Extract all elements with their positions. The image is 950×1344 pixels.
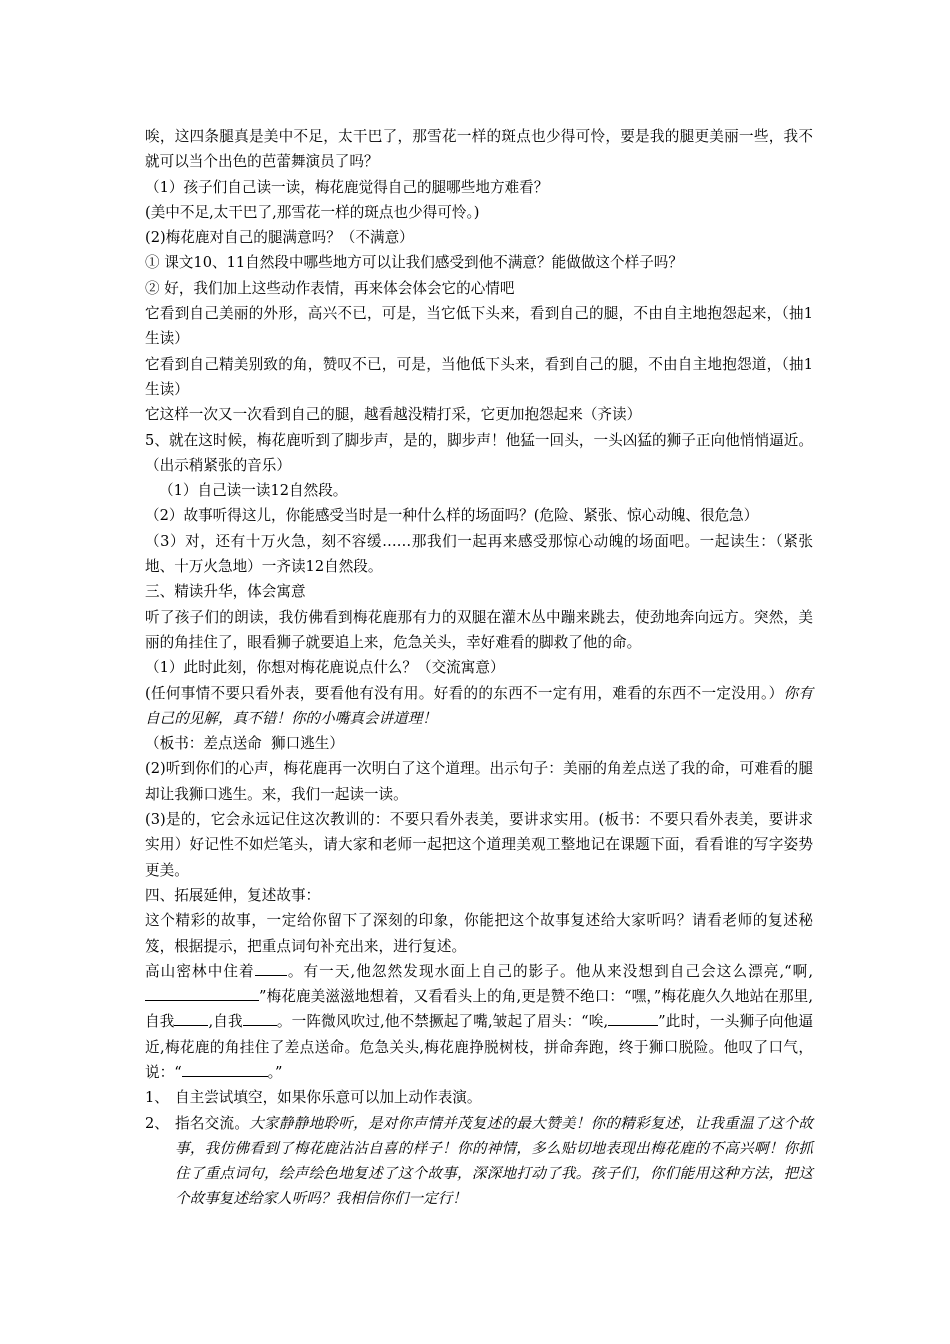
paragraph: (3)是的，它会永远记住这次教训的：不要只看外表美，要讲求实用。(板书：不要只看外表美，要讲求实用）好记性不如烂笔头，请大家和老师一起把这个道理美观工整地记在课题下面，看看谁的写字姿势更美。 [145,811,813,879]
list-number: 2、 [145,1114,169,1132]
paragraph: 听了孩子们的朗读，我仿佛看到梅花鹿那有力的双腿在灌木丛中蹦来跳去，使劲地奔向远方。突然，美丽的角挂住了，眼看狮子就要追上来，危急关头，幸好难看的脚救了他的命。 [145,608,813,651]
paragraph [145,681,813,732]
fill-blank [243,1010,277,1026]
teacher-comment: 大家静静地聆听，是对你声情并茂复述的最大赞美！你的精彩复述，让我重温了这个故事，我仿佛看到了梅花鹿沾沾自喜的样子！你的神情，多么贴切地表现出梅花鹿的不高兴啊！你抓住了重点词句，绘声绘色地复述了这个故事，深深地打动了我。孩子们，你们能用这种方法，把这个故事复述给家人听吗？我相信你们一定行！ [175,1114,813,1208]
paragraph: (美中不足,太干巴了,那雪花一样的斑点也少得可怜。) [145,203,480,221]
paragraph: (2)梅花鹿对自己的腿满意吗？（不满意） [145,229,414,247]
paragraph: (2)听到你们的心声，梅花鹿再一次明白了这个道理。出示句子：美丽的角差点送了我的命，可难看的腿却让我狮口逃生。来，我们一起读一读。 [145,760,813,803]
paragraph: 这个精彩的故事，一定给你留下了深刻的印象，你能把这个故事复述给大家听吗？请看老师的复述秘笈，根据提示，把重点词句补充出来，进行复述。 [145,912,813,955]
paragraph: ① 课文10、11自然段中哪些地方可以让我们感受到他不满意？能做做这个样子吗？ [145,254,683,272]
paragraph: （2）故事听得这儿，你能感受当时是一种什么样的场面吗？(危险、紧张、惊心动魄、很危急） [145,507,759,525]
teacher-comment: 你有自己的见解，真不错！你的小嘴真会讲道理！ [145,684,813,727]
list-text: 指名交流。大家静静地聆听，是对你声情并茂复述的最大赞美！你的精彩复述，让我重温了这个故事，我仿佛看到了梅花鹿沾沾自喜的样子！你的神情，多么贴切地表现出梅花鹿的不高兴啊！你抓住了重点词句，绘声绘色地复述了这个故事，深深地打动了我。孩子们，你们能用这种方法，把这个故事复述给家人听吗？我相信你们一定行！ [175,1114,813,1208]
paragraph: （1）自己读一读12自然段。 [159,482,348,500]
blackboard-note: （板书：差点送命 狮口逃生） [145,735,344,753]
paragraph: 它看到自己美丽的外形，高兴不已，可是，当它低下头来，看到自己的腿，不由自主地抱怨起来，（抽1生读） [145,305,813,348]
paragraph: ② 好，我们加上这些动作表情，再来体会体会它的心情吧 [145,279,515,297]
fill-blank [182,1061,268,1077]
list-number: 1、 [145,1089,169,1107]
paragraph: 它这样一次又一次看到自己的腿，越看越没精打采，它更加抱怨起来（齐读） [145,406,642,424]
fill-in-passage: 高山密林中住着 。有一天,他忽然发现水面上自己的影子。他从来没想到自己会这么漂亮,“啊,”梅花鹿美滋滋地想着，又看看头上的角,更是赞不绝口：“嘿，”梅花鹿久久地站在那里,自我 ,自我 。一阵微风吹过,他不禁撅起了嘴,皱起了眉头：“唉, ”此时，一头狮子向他逼近,梅花鹿的角挂住了差点送命。危急关头,梅花鹿挣脱树枝，拼命奔跑，终于狮口脱险。他叹了口气，说：“ 。” [145,959,813,1085]
section-heading: 四、拓展延伸，复述故事： [145,886,321,904]
paragraph: 5、就在这时候，梅花鹿听到了脚步声，是的，脚步声！他猛一回头，一头凶猛的狮子正向他悄悄逼近。（出示稍紧张的音乐） [145,431,813,474]
paragraph: 它看到自己精美别致的角，赞叹不已，可是，当他低下头来，看到自己的腿，不由自主地抱怨道，（抽1生读） [145,355,813,398]
fill-blank [174,1010,208,1026]
section-heading: 三、精读升华，体会寓意 [145,583,306,601]
list-item [145,1111,813,1212]
answer-text: (任何事情不要只看外表，要看他有没有用。好看的的东西不一定有用，难看的东西不一定没用。） [145,684,784,702]
paragraph: （1）孩子们自己读一读，梅花鹿觉得自己的腿哪些地方难看？ [145,178,549,196]
list-item [145,1085,813,1110]
paragraph: （3）对，还有十万火急，刻不容缓……那我们一起再来感受那惊心动魄的场面吧。一起读生：（紧张地、十万火急地）一齐读12自然段。 [145,532,813,576]
fill-blank [255,960,287,976]
list-text: 自主尝试填空，如果你乐意可以加上动作表演。 [175,1089,482,1107]
fill-blank [608,1010,658,1026]
paragraph: （1）此时此刻，你想对梅花鹿说点什么？（交流寓意） [145,659,505,677]
paragraph: 唉，这四条腿真是美中不足，太干巴了，那雪花一样的斑点也少得可怜，要是我的腿更美丽一些，我不就可以当个出色的芭蕾舞演员了吗？ [145,128,813,171]
fill-blank [145,985,259,1001]
document-page [145,124,813,1212]
